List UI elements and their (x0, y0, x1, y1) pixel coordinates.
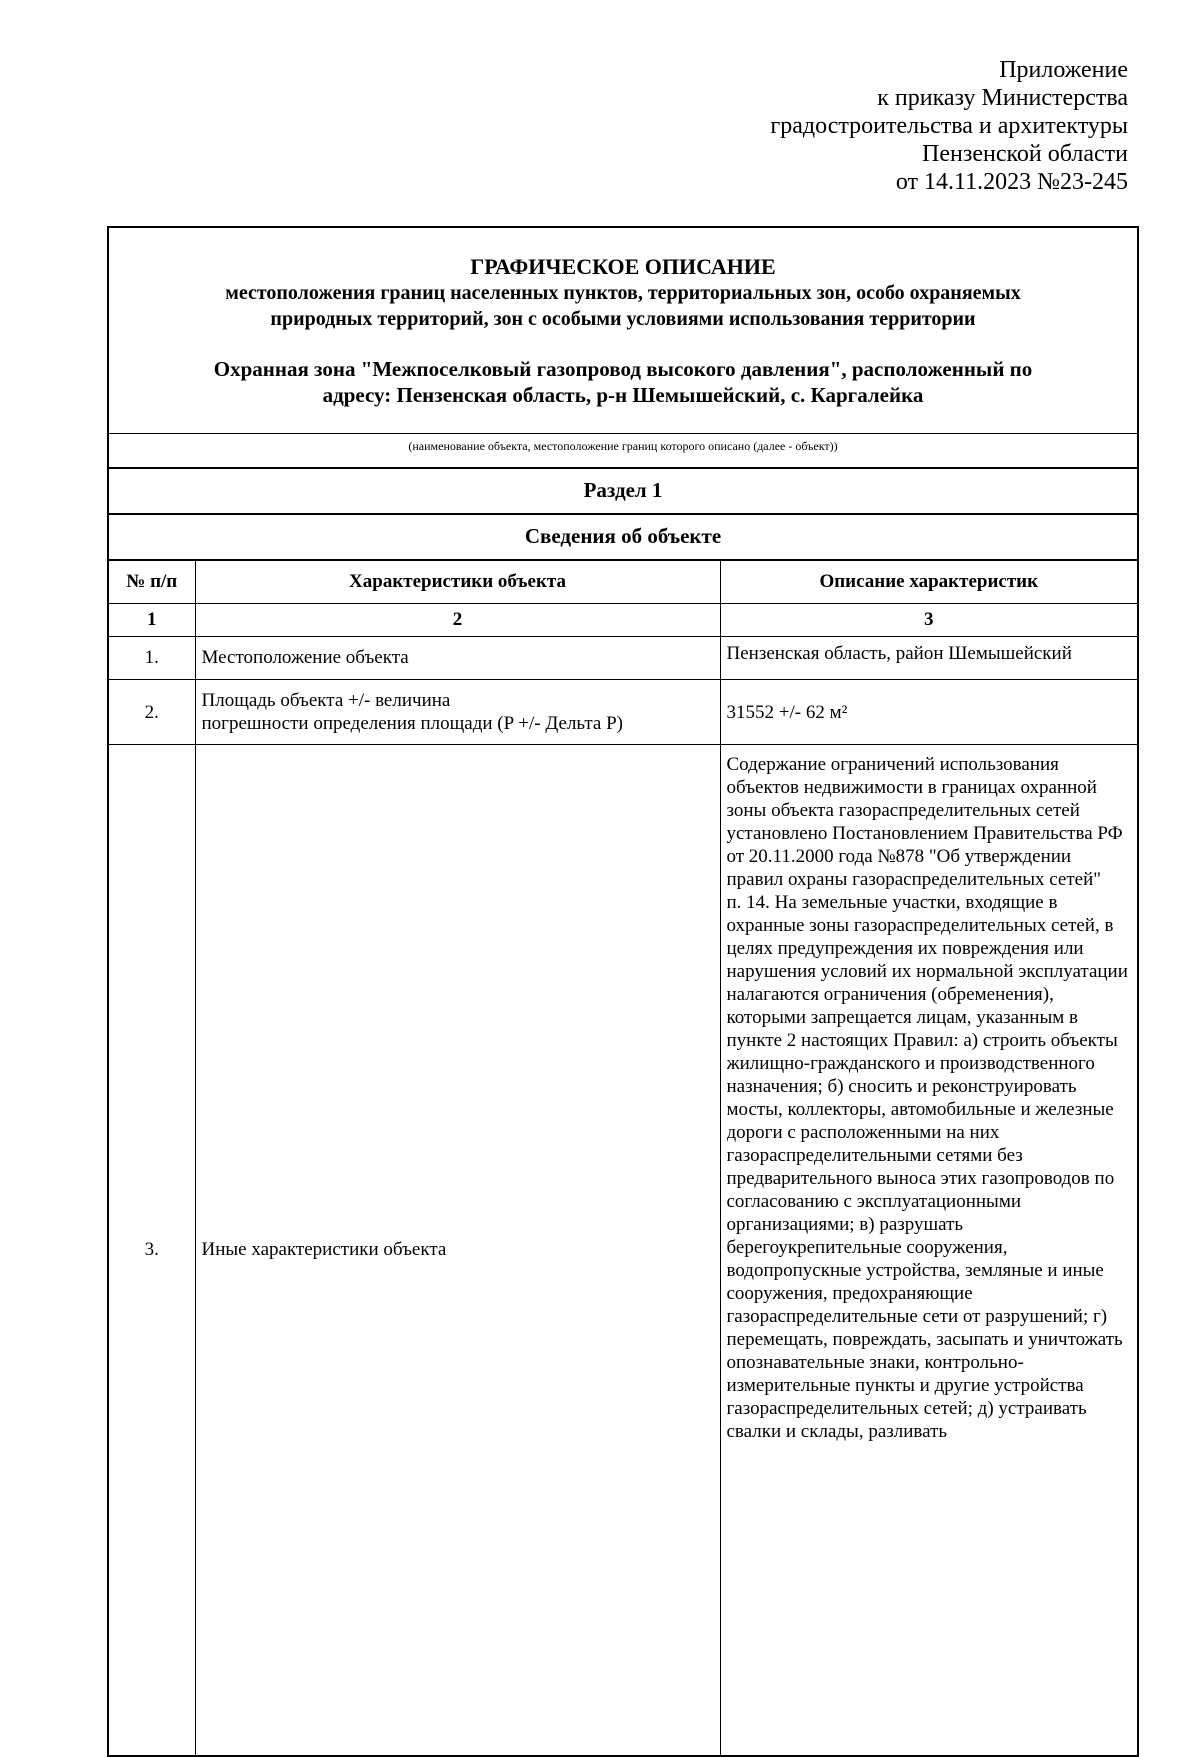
row-number: 2. (109, 680, 195, 745)
object-info-table (109, 559, 1137, 1755)
appendix-line: Пензенской области (922, 141, 1128, 167)
document-title: ГРАФИЧЕСКОЕ ОПИСАНИЕ (470, 254, 776, 279)
characteristic-cell: Иные характеристики объекта (195, 745, 720, 1756)
document-header (109, 228, 1137, 433)
column-number: 1 (109, 604, 195, 637)
appendix-line: к приказу Министерства (877, 85, 1128, 111)
object-caption: (наименование объекта, местоположение границ которого описано (далее - объект)) (109, 433, 1137, 467)
description-text: Пензенская область, район Шемышейский (726, 643, 1072, 664)
appendix-date-number: от 14.11.2023 №23-245 (895, 169, 1128, 195)
characteristic-cell: Местоположение объекта (195, 637, 720, 680)
column-header: Характеристики объекта (195, 560, 720, 604)
table-row (109, 745, 1137, 1756)
section-subtitle: Сведения об объекте (109, 513, 1137, 559)
column-number: 3 (720, 604, 1137, 637)
appendix-line: Приложение (999, 57, 1128, 83)
description-text (727, 745, 1132, 1743)
table-row (109, 637, 1137, 680)
appendix-header (770, 56, 1128, 196)
column-header: № п/п (109, 560, 195, 604)
column-number: 2 (195, 604, 720, 637)
document-subtitle-line: природных территорий, зон с особыми условиями использования территории (270, 308, 976, 330)
description-cell (720, 745, 1137, 1756)
description-cell: 31552 +/- 62 м² (720, 680, 1137, 745)
table-row (109, 680, 1137, 745)
document-frame (107, 226, 1139, 1757)
section-title: Раздел 1 (109, 467, 1137, 513)
column-number-row (109, 604, 1137, 637)
document-subtitle-line: местоположения границ населенных пунктов, территориальных зон, особо охраняемых (225, 282, 1021, 304)
characteristic-line: погрешности определения площади (P +/- Дельта P) (201, 713, 623, 734)
object-name (109, 356, 1137, 408)
description-cell (720, 637, 1137, 680)
table-header-row (109, 560, 1137, 604)
row-number: 3. (109, 745, 195, 1756)
description-paragraph: Содержание ограничений использования объектов недвижимости в границах охранной зоны объекта газораспределительных сетей установлено Постановлением Правительства РФ от 20.11.2000 года №878 "Об утверждении правил охраны газораспределительных сетей" (726, 754, 1123, 890)
column-header: Описание характеристик (720, 560, 1137, 604)
description-paragraph: п. 14. На земельные участки, входящие в охранные зоны газораспределительных сетей, в целях предупреждения их повреждения или нарушения условий их нормальной эксплуатации налагаются ограничения (обременения), которыми запрещается лицам, указанным в пункте 2 настоящих Правил: а) строить объекты жилищно-гражданского и производственного назначения; б) сносить и реконструировать мосты, коллекторы, автомобильные и железные дороги с расположенными на них газораспределительными сетями без предварительного выноса этих газопроводов по согласованию с эксплуатационными организациями; в) разрушать берегоукрепительные сооружения, водопропускные устройства, земляные и иные сооружения, предохраняющие газораспределительные сети от разрушений; г) перемещать, повреждать, засыпать и уничтожать опознавательные знаки, контрольно-измерительные пункты и другие устройства газораспределительных сетей; д) устраивать свалки и склады, разливать (726, 892, 1128, 1442)
characteristic-cell (195, 680, 720, 745)
appendix-line: градостроительства и архитектуры (770, 113, 1128, 139)
object-name-line: адресу: Пензенская область, р-н Шемышейский, с. Каргалейка (322, 383, 924, 407)
row-number: 1. (109, 637, 195, 680)
object-name-line: Охранная зона "Межпоселковый газопровод высокого давления", расположенный по (213, 357, 1033, 381)
characteristic-line: Площадь объекта +/- величина (201, 690, 451, 711)
